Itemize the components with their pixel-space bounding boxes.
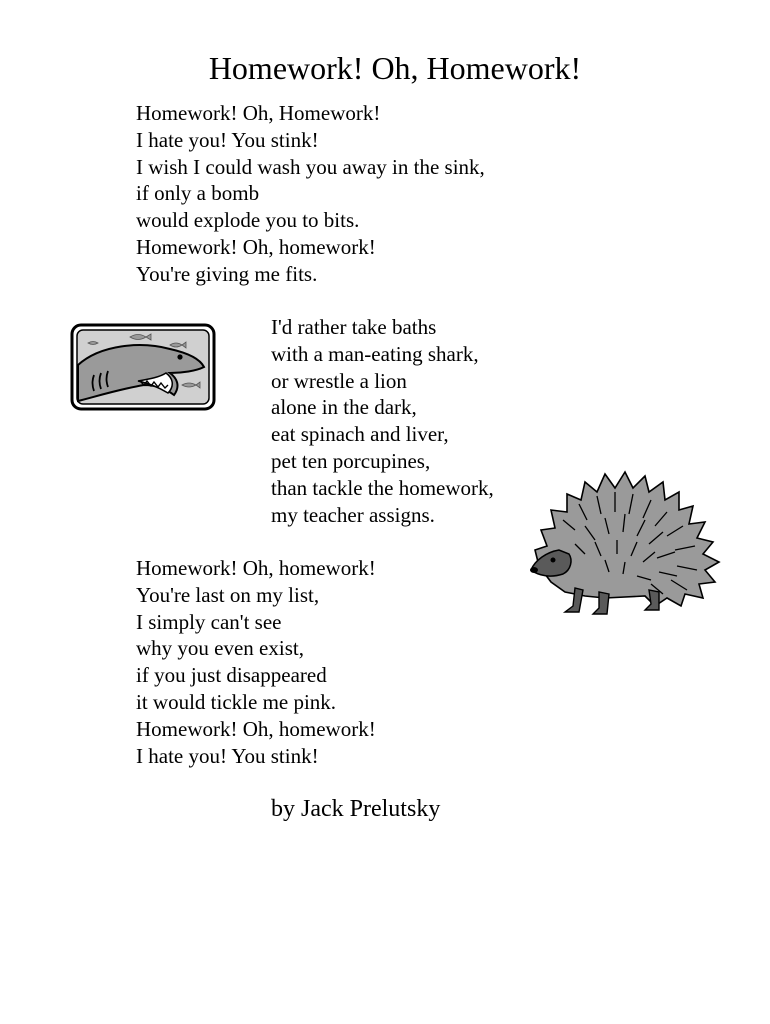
poem-line: I hate you! You stink! [136, 743, 319, 768]
poem-line: why you even exist, [136, 636, 304, 661]
stanza-3 [136, 555, 376, 769]
poem-line: You're last on my list, [136, 582, 320, 607]
poem-line: I wish I could wash you away in the sink, [136, 154, 485, 179]
poem-line: with a man-eating shark, [271, 341, 479, 366]
poem-line: my teacher assigns. [271, 502, 435, 527]
poem-line: alone in the dark, [271, 395, 417, 420]
poem-line: than tackle the homework, [271, 475, 494, 500]
author-credit: by Jack Prelutsky [271, 796, 441, 822]
stanza-2 [271, 314, 494, 528]
poem-line: it would tickle me pink. [136, 689, 337, 714]
poem-line: I hate you! You stink! [136, 127, 319, 152]
poem-line: or wrestle a lion [271, 368, 407, 393]
poem-line: eat spinach and liver, [271, 422, 449, 447]
poem-line: if only a bomb [136, 181, 260, 206]
poem-line: You're giving me fits. [136, 261, 318, 286]
poem-line: Homework! Oh, homework! [136, 716, 376, 741]
poem-line: Homework! Oh, homework! [136, 556, 376, 580]
shark-icon [70, 323, 216, 411]
poem-title: Homework! Oh, Homework! [208, 50, 582, 86]
hedgehog-icon [525, 470, 725, 622]
poem-line: would explode you to bits. [136, 208, 360, 233]
poem-line: I simply can't see [136, 609, 282, 634]
poem-line: I'd rather take baths [271, 315, 437, 339]
poem-line: pet ten porcupines, [271, 448, 431, 473]
stanza-1 [136, 100, 485, 288]
poem-line: if you just disappeared [136, 663, 327, 688]
poem-line: Homework! Oh, Homework! [136, 101, 381, 125]
poem-line: Homework! Oh, homework! [136, 234, 376, 259]
